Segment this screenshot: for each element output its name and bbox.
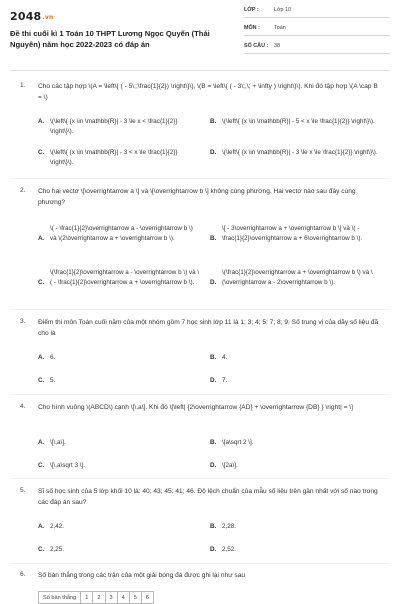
question-2	[10, 187, 390, 217]
option-letter: D.	[210, 377, 217, 384]
meta-count	[244, 42, 390, 54]
option-letter: A.	[38, 523, 45, 530]
option-text: \[\,a\].	[50, 439, 66, 446]
header-divider	[10, 70, 390, 71]
option-letter: B.	[210, 523, 217, 530]
option-text: \(\left\{ {x \in \mathbb{R}| - 3 < x \le \frac{1}{2}} \right\}\).	[50, 149, 178, 166]
option-letter: C.	[38, 546, 45, 553]
question-separator	[10, 309, 390, 310]
option-text: 2,52.	[222, 546, 237, 553]
option-text: 2,42.	[50, 523, 65, 530]
question-number: 4.	[20, 403, 26, 410]
question-number: 5.	[20, 487, 26, 494]
option-text: 5.	[50, 377, 56, 384]
meta-count-key: SỐ CÂU :	[244, 43, 269, 49]
meta-underline	[244, 53, 390, 54]
table-cell: 2	[93, 592, 105, 604]
option-letter: D.	[210, 462, 217, 469]
option-letter: A.	[38, 234, 45, 242]
meta-subject	[244, 24, 390, 36]
question-text: Cho các tập hợp \(A = \left\{ ( - 5\;;\frac{1}{2}) \right\}\), \(B = \left\{ ( - 3\;,\; + \infty ) \right\}\). Khi đó tập hợp \(A \cap B = \)	[38, 83, 378, 101]
meta-subject-key: MÔN :	[244, 25, 260, 31]
meta-grade	[244, 6, 390, 18]
option-letter: B.	[210, 354, 217, 361]
question-text: Số bàn thắng trong các trận của một giải bóng đá được ghi lại như sau	[38, 572, 246, 579]
question-separator	[10, 394, 390, 395]
option-letter: D.	[210, 149, 217, 156]
option-text: 4.	[222, 354, 228, 361]
option-text: \(\frac{1}{2}\overrightarrow a - \overrightarrow b \) và \( - \frac{1}{2}\overrightarrow a + \overrightarrow b \).	[50, 269, 200, 286]
table-row	[39, 592, 154, 604]
exam-header	[10, 10, 390, 64]
option-text: 7.	[222, 377, 228, 384]
option-letter: C.	[38, 377, 45, 384]
meta-count-value: 38	[274, 43, 280, 49]
option-letter: C.	[38, 149, 45, 156]
option-letter: A.	[38, 118, 45, 125]
option-text: 6.	[50, 354, 56, 361]
question-separator	[10, 478, 390, 479]
option-letter: C.	[38, 278, 45, 286]
table-cell: 3	[105, 592, 117, 604]
option-letter: B.	[210, 118, 217, 125]
option-text: \(\left\{ {x \in \mathbb{R}| - 3 \le x < \frac{1}{2}} \right\}\).	[50, 118, 178, 135]
question-separator	[10, 178, 390, 179]
option-text: \[\,a\sqrt 3 \].	[50, 462, 85, 469]
option-text: \(\left\{ {x \in \mathbb{R}| - 3 \le x \le \frac{1}{2}} \right\}\).	[222, 149, 378, 156]
question-text: Sĩ số học sinh của 5 lớp khối 10 là: 40; 43; 45; 41; 46. Độ lệch chuẩn của mẫu số liệu trên gần nhất với số nào trong các đáp án sau?	[38, 488, 378, 506]
table-cell: Số bàn thắng	[39, 592, 81, 604]
question-text: Cho hai vectơ \[\overrightarrow a \] và \[\overrightarrow b \] không cùng phương. Hai vectơ nào sau đây cùng phương?	[38, 188, 356, 206]
option-letter: B.	[210, 234, 217, 242]
meta-underline	[244, 17, 390, 18]
option-text: \(\frac{1}{2}\overrightarrow a + \overrightarrow b \) và \(\overrightarrow a - 2\overrightarrow b \).	[222, 269, 373, 286]
meta-underline	[244, 35, 390, 36]
meta-subject-value: Toán	[274, 25, 286, 31]
option-letter: D.	[210, 546, 217, 553]
question-text: Cho hình vuông \(ABCD\) cạnh \[\,a\]. Khi đó \[\left| {2\overrightarrow {AD} + \overrightarrow {DB} } \right| = \]	[38, 404, 353, 411]
table-cell: 6	[141, 592, 153, 604]
table-cell: 1	[81, 592, 93, 604]
question-3	[10, 318, 390, 348]
question-text: Điểm thi môn Toán cuối năm của một nhóm gồm 7 học sinh lớp 11 là 1; 3; 4; 5; 7; 8; 9. Số trung vị của dãy số liệu đã cho là	[38, 319, 379, 337]
table-cell: 5	[129, 592, 141, 604]
option-text: 2,25.	[50, 546, 65, 553]
option-text: \[ - 3\overrightarrow a + \overrightarrow b \] và \( - \frac{1}{2}\overrightarrow a + 6\overrightarrow b \).	[222, 225, 363, 242]
question-5	[10, 487, 390, 517]
option-letter: C.	[38, 462, 45, 469]
option-letter: A.	[38, 354, 45, 361]
site-logo[interactable]: 2048.vn	[10, 10, 54, 23]
question-4	[10, 403, 390, 433]
option-letter: D.	[210, 278, 217, 286]
meta-grade-key: LỚP :	[244, 7, 259, 13]
option-text: \[a\sqrt 2 \].	[222, 439, 254, 446]
option-letter: B.	[210, 439, 217, 446]
option-text: 2,28.	[222, 523, 237, 530]
option-letter: A.	[38, 439, 45, 446]
option-text: \[2a\].	[222, 462, 238, 469]
table-cell: 4	[117, 592, 129, 604]
question-number: 6.	[20, 571, 26, 578]
goals-table	[38, 591, 154, 604]
question-6	[10, 571, 390, 585]
meta-grade-value: Lớp 10	[274, 7, 292, 13]
option-text: \(\left\{ {x \in \mathbb{R}| - 5 < x \le \frac{1}{2}} \right\}\).	[222, 118, 375, 125]
question-number: 2.	[20, 187, 26, 194]
option-text: \( - \frac{1}{2}\overrightarrow a - \overrightarrow b \) và \(2\overrightarrow a + \overrightarrow b \).	[50, 225, 193, 242]
question-number: 1.	[20, 82, 26, 89]
exam-title: Đề thi cuối kì 1 Toán 10 THPT Lương Ngọc Quyến (Thái Nguyên) năm học 2022-2023 có đáp án	[10, 29, 210, 49]
question-number: 3.	[20, 318, 26, 325]
question-separator	[10, 563, 390, 564]
